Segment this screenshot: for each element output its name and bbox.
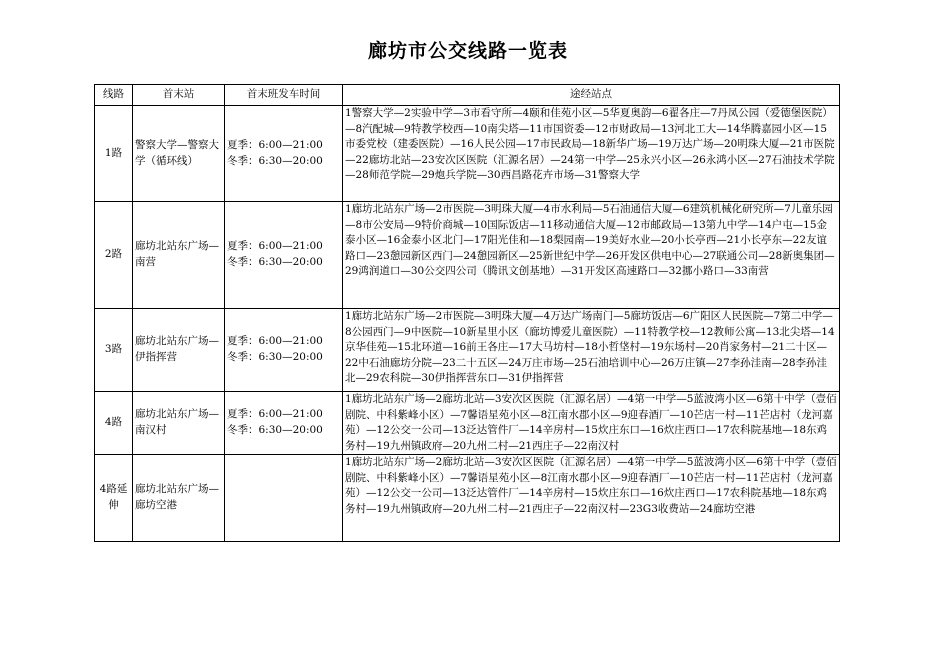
route-schedule <box>225 202 343 309</box>
summer-schedule: 夏季：6:00—21:00 <box>227 408 323 421</box>
route-ends: 警察大学—警察大学（循环线） <box>133 106 225 202</box>
table-row <box>95 202 840 309</box>
table-row <box>95 106 840 202</box>
header-ends: 首末站 <box>133 85 225 106</box>
page-title: 廊坊市公交线路一览表 <box>367 40 568 62</box>
header-stops: 途经站点 <box>343 85 840 106</box>
route-name: 2路 <box>95 202 133 309</box>
route-stops-cell <box>343 455 840 542</box>
header-route: 线路 <box>95 85 133 106</box>
winter-schedule: 冬季：6:30—20:00 <box>227 424 323 436</box>
winter-schedule: 冬季：6:30—20:00 <box>227 351 323 363</box>
table-row <box>95 309 840 392</box>
bus-route-table <box>94 84 840 542</box>
route-name: 4路延伸 <box>95 455 133 542</box>
route-stops: 1廊坊北站东广场—2市医院—3明珠大厦—4万达广场南门—5廊坊饭店—6广阳区人民医院—7第二中学—8公园西门—9中医院—10新星里小区（廊坊博爱儿童医院）—11特教学校—12教师公寓—13北尖塔—14京华佳苑—15北环道—16前王各庄—17大马坊村—18小哲垡村—19东场村—20肖家务村—21二十区—22中石油廊坊分院—23二十五区—24万庄市场—25石油培训中心—26万庄镇—27李孙洼南—28李孙洼北—29农科院—30伊指挥营东口—31伊指挥营 <box>345 310 835 385</box>
table-row <box>95 455 840 542</box>
route-stops: 1廊坊北站东广场—2廊坊北站—3安次区医院（汇源名居）—4第一中学—5蓝波湾小区—6第十中学（壹佰剧院、中科紫峰小区）—7馨语星苑小区—8江南水郡小区—9迎春酒厂—10芒店一村—11芒店村（龙河嘉苑）—12公交一公司—13泛达管件厂—14辛房村—15炊庄东口—16炊庄西口—17农科院基地—18东鸡务村—19九州镇政府—20九州二村—21西庄子—22南汉村 <box>345 393 837 452</box>
route-ends: 廊坊北站东广场—伊指挥营 <box>133 309 225 392</box>
route-schedule <box>225 106 343 202</box>
route-stops-cell <box>343 392 840 455</box>
table-header-row <box>95 85 840 106</box>
route-stops-cell <box>343 202 840 309</box>
winter-schedule: 冬季：6:30—20:00 <box>227 154 323 167</box>
route-ends: 廊坊北站东广场—南营 <box>133 202 225 309</box>
header-schedule: 首末班发车时间 <box>225 85 343 106</box>
route-name: 4路 <box>95 392 133 455</box>
route-ends: 廊坊北站东广场—南汉村 <box>133 392 225 455</box>
route-stops-cell <box>343 309 840 392</box>
route-name: 3路 <box>95 309 133 392</box>
summer-schedule: 夏季：6:00—21:00 <box>227 138 323 151</box>
route-stops: 1廊坊北站东广场—2市医院—3明珠大厦—4市水利局—5石油通信大厦—6建筑机械化研究所—7儿童乐园—8市公安局—9特价商城—10国际饭店—11移动通信大厦—12市邮政局—13第九中学—14户屯—15金泰小区—16金泰小区北门—17阳光佳和—18梨园南—19美好水业—20小长亭西—21小长亭东—22友谊路口—23憩园新区西门—24憩园新区—25新世纪中学—26开发区供电中心—27联通公司—28新奥集团—29鸿润道口—30公交四公司（腾讯文创基地）—31开发区高速路口—32挪小路口—33南营 <box>345 203 835 278</box>
route-ends: 廊坊北站东广场—廊坊空港 <box>133 455 225 542</box>
summer-schedule: 夏季：6:00—21:00 <box>227 240 323 253</box>
route-stops: 1警察大学—2实验中学—3市看守所—4颐和佳苑小区—5华夏奥韵—6翟各庄—7丹凤公园（爱德堡医院）—8汽配城—9特教学校西—10南尖塔—11市国资委—12市财政局—13河北工大—14华腾嘉园小区—15市委党校（建委医院）—16人民公园—17市民政局—18新华广场—19万达广场—20明珠大厦—21市医院—22廊坊北站—23安次区医院（汇源名居）—24第一中学—25永兴小区—26永鸿小区—27石油技术学院—28师范学院—29炮兵学院—30西昌路花卉市场—31警察大学 <box>345 107 835 182</box>
route-schedule <box>225 309 343 392</box>
route-stops-cell <box>343 106 840 202</box>
winter-schedule: 冬季：6:30—20:00 <box>227 256 323 268</box>
route-schedule <box>225 455 343 542</box>
table-row <box>95 392 840 455</box>
route-name: 1路 <box>95 106 133 202</box>
summer-schedule: 夏季：6:00—21:00 <box>227 335 323 348</box>
route-schedule <box>225 392 343 455</box>
route-stops: 1廊坊北站东广场—2廊坊北站—3安次区医院（汇源名居）—4第一中学—5蓝波湾小区—6第十中学（壹佰剧院、中科紫峰小区）—7馨语星苑小区—8江南水郡小区—9迎春酒厂—10芒店一村—11芒店村（龙河嘉苑）—12公交一公司—13泛达管件厂—14辛房村—15炊庄东口—16炊庄西口—17农科院基地—18东鸡务村—19九州镇政府—20九州二村—21西庄子—22南汉村—23G3收费站—24廊坊空港 <box>345 456 837 515</box>
